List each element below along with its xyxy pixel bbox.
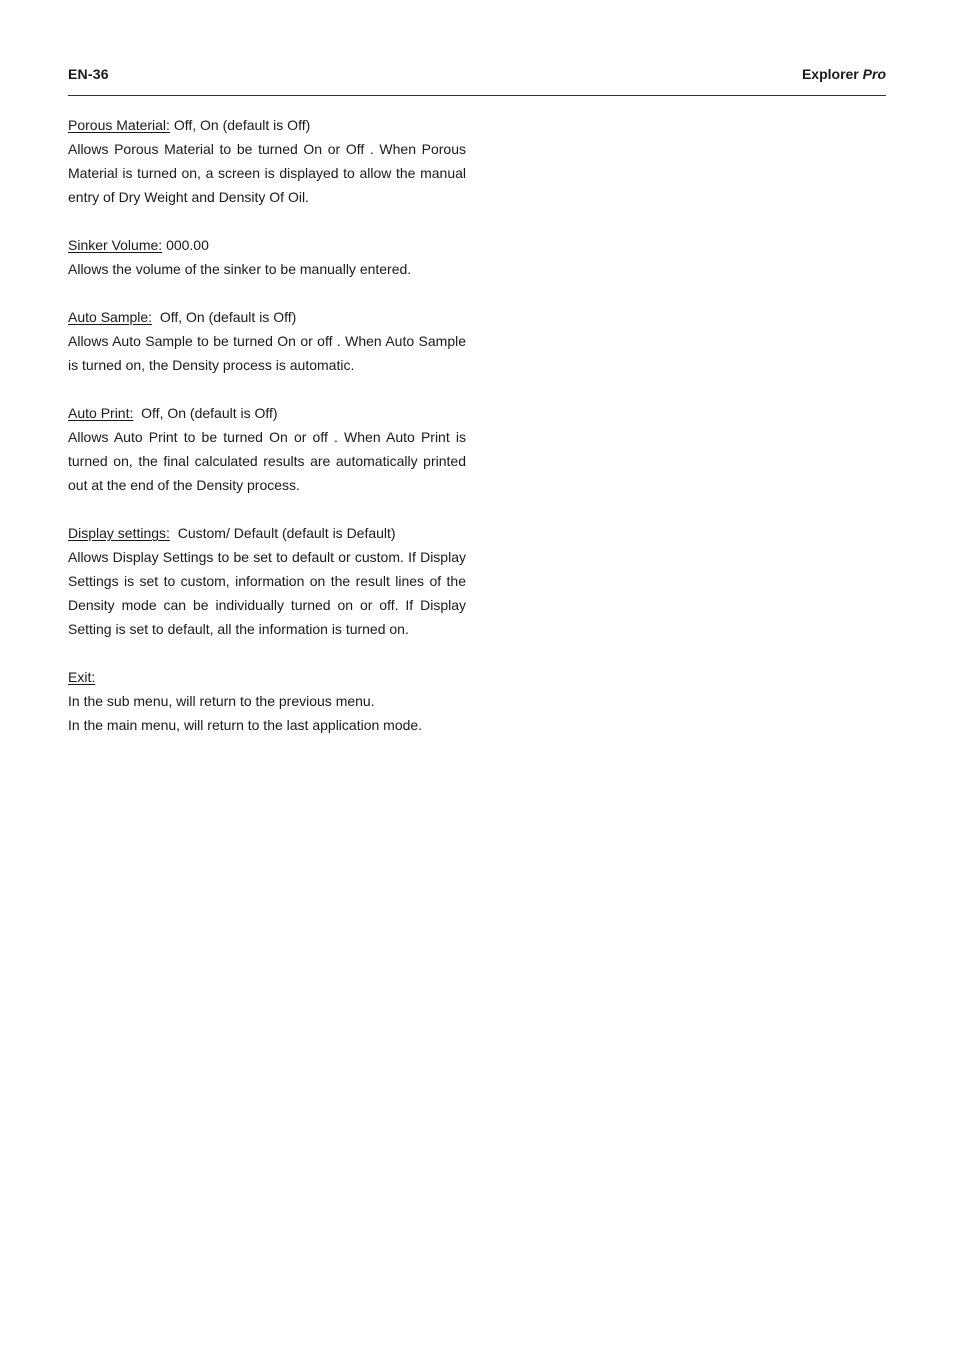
section-sinker-volume bbox=[68, 233, 466, 281]
section-exit bbox=[68, 665, 466, 737]
term-description: Allows Display Settings to be set to default or custom. If Display Settings is set to custom, information on the result lines of the Density mode can be individually turned on or off. If Display Setting is set to default, all the information is turned on. bbox=[68, 549, 466, 637]
section-heading bbox=[68, 521, 466, 545]
term-options: Off, On (default is Off) bbox=[159, 309, 297, 325]
term-description: Allows Porous Material to be turned On or Off . When Porous Material is turned on, a screen is displayed to allow the manual entry of Dry Weight and Density Of Oil. bbox=[68, 141, 466, 205]
term-options: Custom/ Default (default is Default) bbox=[177, 525, 396, 541]
menu-descriptions bbox=[68, 113, 466, 761]
term-label: Exit: bbox=[68, 669, 96, 685]
term-label: Auto Print: bbox=[68, 405, 134, 421]
section-auto-sample bbox=[68, 305, 466, 377]
section-heading bbox=[68, 233, 466, 257]
section-heading bbox=[68, 113, 466, 137]
section-auto-print bbox=[68, 401, 466, 497]
term-label: Porous Material: bbox=[68, 117, 170, 133]
section-heading bbox=[68, 665, 466, 689]
product-name bbox=[802, 66, 886, 82]
section-heading bbox=[68, 305, 466, 329]
section-heading bbox=[68, 401, 466, 425]
term-label: Sinker Volume: bbox=[68, 237, 163, 253]
exit-main-menu-text: In the main menu, will return to the last application mode. bbox=[68, 717, 423, 733]
term-description: Allows Auto Print to be turned On or off . When Auto Print is turned on, the final calculated results are automatically printed out at the end of the Density process. bbox=[68, 429, 466, 493]
term-label: Display settings: bbox=[68, 525, 170, 541]
page-number: EN-36 bbox=[68, 66, 109, 82]
term-options: 000.00 bbox=[166, 237, 209, 253]
section-porous-material bbox=[68, 113, 466, 209]
page-header bbox=[68, 66, 886, 86]
term-options: Off, On (default is Off) bbox=[173, 117, 311, 133]
exit-sub-menu-text: In the sub menu, will return to the previous menu. bbox=[68, 693, 375, 709]
product-name-suffix: Pro bbox=[862, 66, 886, 82]
term-description: Allows the volume of the sinker to be manually entered. bbox=[68, 261, 412, 277]
term-options: Off, On (default is Off) bbox=[141, 405, 278, 421]
product-name-main: Explorer bbox=[801, 66, 859, 82]
term-description: Allows Auto Sample to be turned On or off . When Auto Sample is turned on, the Density process is automatic. bbox=[68, 333, 466, 373]
header-rule bbox=[68, 95, 886, 96]
term-label: Auto Sample: bbox=[68, 309, 153, 325]
section-display-settings bbox=[68, 521, 466, 641]
